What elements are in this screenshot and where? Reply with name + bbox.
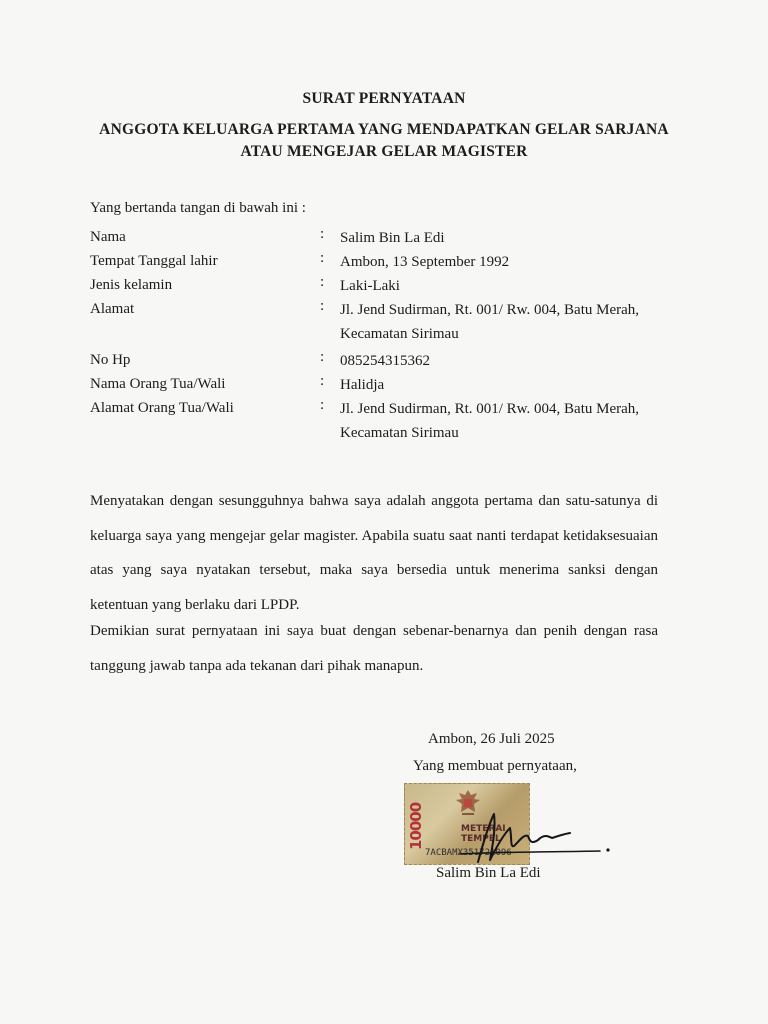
field-value-name: Salim Bin La Edi	[340, 230, 445, 246]
document-subtitle-line2: ATAU MENGEJAR GELAR MAGISTER	[240, 143, 528, 160]
stamp-value: 10000	[407, 802, 425, 850]
field-label-address: Alamat	[90, 301, 135, 317]
signer-name: Salim Bin La Edi	[436, 865, 541, 881]
field-value-guardian-address: Jl. Jend Sudirman, Rt. 001/ Rw. 004, Batu Merah,	[340, 401, 640, 417]
field-label-gender: Jenis kelamin	[90, 277, 173, 293]
field-value-gender: Laki-Laki	[340, 278, 400, 294]
field-colon: :	[320, 298, 325, 314]
field-label-name: Nama	[90, 229, 126, 245]
field-colon: :	[320, 226, 325, 242]
closing-paragraph: Demikian surat pernyataan ini saya buat dengan sebenar-benarnya dan penih dengan rasa tanggung jawab tanpa ada tekanan dari pihak manapun.	[90, 623, 658, 674]
field-value-address-line2: Kecamatan Sirimau	[340, 326, 459, 342]
field-value-guardian: Halidja	[340, 377, 385, 393]
field-colon: :	[320, 250, 325, 266]
field-colon: :	[320, 373, 325, 389]
intro-text: Yang bertanda tangan di bawah ini :	[90, 200, 306, 216]
stamp-label: METERAI TEMPEL	[461, 824, 506, 844]
stamp-serial: 7ACBAMX351721096	[425, 848, 512, 858]
field-colon: :	[320, 397, 325, 413]
field-label-guardian-address: Alamat Orang Tua/Wali	[90, 400, 234, 416]
field-label-birth: Tempat Tanggal lahir	[90, 253, 218, 269]
document-title: SURAT PERNYATAAN	[302, 90, 466, 107]
place-date: Ambon, 26 Juli 2025	[428, 731, 555, 747]
document-subtitle-line1: ANGGOTA KELUARGA PERTAMA YANG MENDAPATKAN GELAR SARJANA	[99, 121, 669, 138]
field-colon: :	[320, 349, 325, 365]
field-label-guardian: Nama Orang Tua/Wali	[90, 376, 226, 392]
field-label-phone: No Hp	[90, 352, 131, 368]
field-value-phone: 085254315362	[340, 353, 430, 369]
field-value-guardian-address-line2: Kecamatan Sirimau	[340, 425, 459, 441]
handwritten-signature	[440, 800, 615, 872]
statement-paragraph: Menyatakan dengan sesungguhnya bahwa saya adalah anggota pertama dan satu-satunya di keluarga saya yang mengejar gelar magister. Apabila suatu saat nanti terdapat ketidaksesuaian atas yang saya nyatakan tersebut, maka saya bersedia untuk menerima sanksi dengan ketentuan yang berlaku dari LPDP.	[90, 493, 658, 613]
field-value-address: Jl. Jend Sudirman, Rt. 001/ Rw. 004, Batu Merah,	[340, 302, 640, 318]
field-value-birth: Ambon, 13 September 1992	[340, 254, 510, 270]
field-colon: :	[320, 274, 325, 290]
maker-label: Yang membuat pernyataan,	[413, 758, 577, 774]
